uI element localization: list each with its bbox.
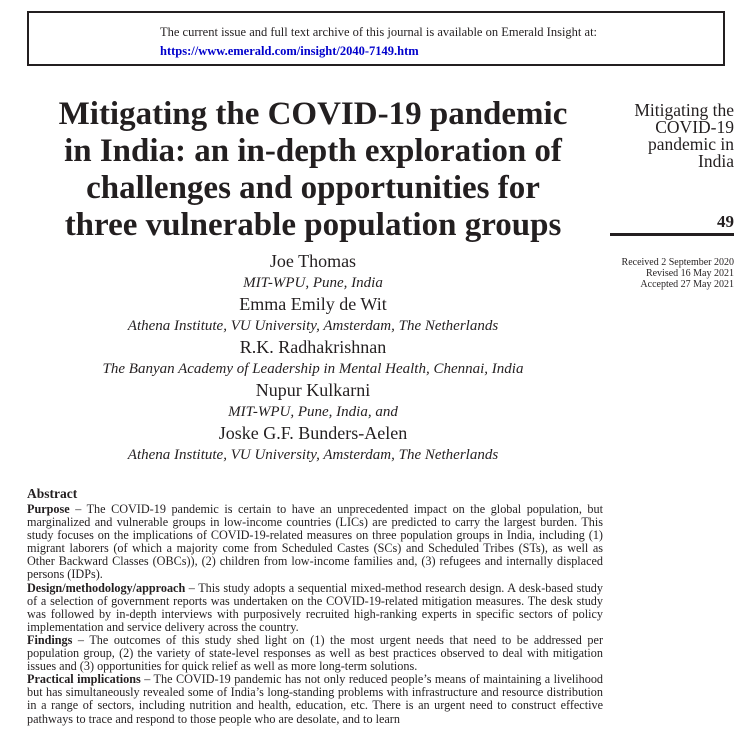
abstract-design xyxy=(27,582,603,634)
article-history xyxy=(610,257,734,290)
author-name: Emma Emily de Wit xyxy=(239,294,387,314)
running-head xyxy=(610,102,734,170)
author-affiliation: MIT-WPU, Pune, India xyxy=(243,275,383,291)
practical-label: Practical implications xyxy=(27,672,141,687)
revised-date: Revised 16 May 2021 xyxy=(645,268,734,279)
title-line: three vulnerable population groups xyxy=(64,207,562,243)
running-head-line: Mitigating the xyxy=(634,100,734,120)
design-text: – This study adopts a sequential mixed-method research design. A desk-based study of a selection of government reports was undertaken on the COVID-19-related mitigation measures. The desk study was followed by in-depth interviews with purposively recruited high-ranking experts in specific sectors of policy implementation and service delivery across the country. xyxy=(27,580,603,634)
design-label: Design/methodology/approach xyxy=(27,580,186,595)
abstract-heading: Abstract xyxy=(27,486,78,501)
author-name: Joske G.F. Bunders-Aelen xyxy=(218,423,408,443)
journal-access-notice xyxy=(27,11,725,66)
journal-url-link[interactable]: https://www.emerald.com/insight/2040-7149.htm xyxy=(160,44,419,58)
abstract xyxy=(27,485,603,726)
findings-text: – The outcomes of this study shed light on (1) the most urgent needs that need to be addressed per population group, (2) the variety of state-level responses as well as best practices observed to deal with mitigation issues and (3) opportunities for quick relief as well as more long-term solutions. xyxy=(27,632,603,674)
practical-text: – The COVID-19 pandemic has not only reduced people’s means of maintaining a livelihood but has simultaneously revealed some of India’s long-standing problems with infrastructure and resource distribution in a range of sectors, including nutrition and health, education, etc. There is an urgent need to construct effective pathways to trace and respond to those people who are desolate, and to learn xyxy=(27,672,604,726)
article-title xyxy=(18,96,608,244)
accepted-date: Accepted 27 May 2021 xyxy=(640,279,734,290)
author-affiliation: Athena Institute, VU University, Amsterdam, The Netherlands xyxy=(127,447,499,463)
abstract-findings xyxy=(27,634,603,673)
author-name: R.K. Radhakrishnan xyxy=(239,337,387,357)
received-date: Received 2 September 2020 xyxy=(621,257,734,268)
purpose-label: Purpose xyxy=(27,502,70,516)
running-head-line: COVID-19 xyxy=(655,117,734,137)
findings-label: Findings xyxy=(27,632,73,647)
abstract-practical xyxy=(27,673,603,725)
author-affiliation: The Banyan Academy of Leadership in Mental Health, Chennai, India xyxy=(102,361,524,377)
title-line: Mitigating the COVID-19 pandemic xyxy=(58,96,568,132)
author-affiliation: MIT-WPU, Pune, India, and xyxy=(228,404,398,420)
author-list xyxy=(18,251,608,466)
author-name: Joe Thomas xyxy=(269,251,357,271)
title-line: in India: an in-depth exploration of xyxy=(64,133,562,169)
running-head-divider xyxy=(610,233,734,236)
abstract-purpose xyxy=(27,503,603,582)
purpose-text: – The COVID-19 pandemic is certain to have an unprecedented impact on the global population, but marginalized and vulnerable groups in low-income countries (LICs) are predicted to carry the largest burden. This study focuses on the implications of COVID-19-related measures on three population groups in India, including (1) migrant laborers (of which a majority come from Scheduled Castes (SCs) and Scheduled Tribes (STs), as well as Other Backward Classes (OBCs)), (2) children from low-income families and, (3) refugees and internally displaced persons (IDPs). xyxy=(27,502,603,582)
author-name: Nupur Kulkarni xyxy=(255,380,371,400)
access-notice-text: The current issue and full text archive of this journal is available on Emerald Insight at: xyxy=(160,25,598,39)
title-line: challenges and opportunities for xyxy=(86,170,540,206)
running-head-line: India xyxy=(698,151,734,171)
page-number: 49 xyxy=(717,212,734,231)
author-affiliation: Athena Institute, VU University, Amsterdam, The Netherlands xyxy=(127,318,499,334)
running-head-line: pandemic in xyxy=(647,134,734,154)
